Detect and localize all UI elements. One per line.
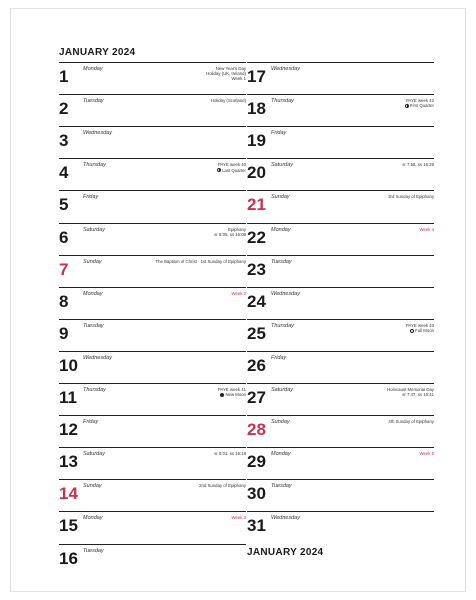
day-note [388, 419, 434, 424]
day-name: Wednesday [271, 290, 300, 297]
day-number: 25 [247, 323, 266, 343]
day-row-20 [247, 158, 434, 190]
note-line: PAYE week 43 [405, 322, 434, 328]
day-name: Saturday [83, 451, 106, 458]
day-name: Tuesday [271, 258, 292, 265]
right-column [247, 62, 434, 562]
moon-phase-label: Full Moon [415, 328, 434, 333]
day-row-19 [247, 126, 434, 158]
day-number: 17 [247, 67, 266, 86]
note-line: 3rd Sunday of Epiphany [388, 194, 434, 200]
day-number: 18 [247, 99, 266, 119]
note-line: PAYE week 41 [217, 387, 246, 392]
left-column [59, 62, 246, 582]
day-row-12 [59, 415, 246, 447]
day-number: 12 [59, 420, 78, 440]
day-row-26 [247, 351, 434, 383]
day-row-1 [59, 62, 246, 94]
day-note [420, 451, 435, 456]
day-name: Friday [83, 194, 99, 201]
day-number: 19 [247, 131, 266, 151]
note-line [405, 103, 434, 108]
day-number: 3 [59, 131, 69, 151]
day-row-4 [59, 158, 246, 190]
moon-phase-label: New Moon [225, 392, 246, 398]
note-line: sr 7:47, ss 16:41 [402, 392, 434, 398]
day-name: Monday [271, 451, 291, 458]
day-note [406, 323, 434, 333]
day-row-30 [247, 479, 434, 511]
note-line: sr 8:01, ss 16:18 [214, 451, 246, 457]
day-row-15 [59, 511, 246, 543]
week-number-label: Week 5 [419, 451, 434, 457]
day-row-6 [59, 223, 246, 255]
day-note [217, 162, 246, 172]
day-name: Thursday [83, 162, 106, 169]
day-note [420, 227, 435, 232]
note-line: 4th Sunday of Epiphany [388, 419, 434, 425]
day-row-24 [247, 287, 434, 319]
holiday-label: Holiday (UK, Ireland) [206, 71, 246, 77]
moon-phase-icon [217, 168, 221, 172]
day-name: Monday [83, 290, 103, 297]
day-number: 30 [247, 484, 266, 504]
day-row-11 [59, 383, 246, 415]
day-row-31 [247, 511, 434, 543]
day-name: Wednesday [83, 354, 112, 361]
week-number-label: Week 2 [231, 290, 246, 296]
day-row-16 [59, 544, 246, 576]
note-line: Epiphany [228, 226, 246, 232]
day-name: Monday [83, 515, 103, 522]
day-number: 2 [59, 99, 69, 119]
day-number: 5 [59, 195, 69, 215]
day-row-5 [59, 190, 246, 222]
day-number: 13 [59, 452, 78, 472]
day-name: Friday [271, 354, 287, 361]
day-number: 26 [247, 355, 266, 375]
day-name: Wednesday [271, 66, 300, 72]
day-note [388, 194, 434, 199]
day-number: 24 [247, 291, 266, 311]
day-row-22 [247, 223, 434, 255]
day-number: 10 [59, 355, 78, 375]
day-name: Tuesday [83, 322, 104, 329]
day-row-21 [247, 190, 434, 222]
day-row-23 [247, 255, 434, 287]
day-note [199, 483, 246, 488]
day-name: Thursday [271, 98, 294, 105]
week-number-label: Week 3 [231, 515, 246, 521]
day-row-3 [59, 126, 246, 158]
day-row-9 [59, 319, 246, 351]
day-number: 27 [247, 388, 266, 407]
day-note [402, 162, 434, 167]
moon-phase-icon [220, 393, 224, 397]
day-number: 1 [59, 67, 69, 86]
day-row-13 [59, 447, 246, 479]
month-header: JANUARY 2024 [59, 47, 136, 58]
day-number: 8 [59, 291, 69, 311]
day-name: Sunday [83, 258, 102, 265]
day-note [232, 515, 247, 520]
day-name: Saturday [271, 387, 294, 393]
day-row-7 [59, 255, 246, 287]
day-name: Friday [271, 130, 287, 137]
day-name: Sunday [271, 194, 290, 201]
day-name: Monday [271, 226, 291, 233]
day-name: Sunday [83, 483, 102, 490]
day-name: Thursday [83, 387, 106, 393]
moon-phase-label: First Quarter [409, 103, 434, 109]
day-row-18 [247, 94, 434, 126]
note-line: 2nd Sunday of Epiphany [199, 483, 246, 489]
day-name: Monday [83, 66, 103, 72]
day-name: Saturday [83, 226, 106, 233]
note-line: Week 1 [231, 76, 246, 82]
note-line: sr 7:55, ss 16:29 [402, 162, 434, 168]
day-name: Wednesday [83, 130, 112, 137]
note-line: PAYE week 40 [217, 162, 246, 168]
day-name: Tuesday [83, 547, 104, 554]
holiday-label: New Year's Day [215, 66, 246, 71]
day-name: Friday [83, 419, 99, 426]
day-note [211, 98, 246, 103]
moon-phase-icon [405, 104, 409, 108]
week-number-label: Week 4 [419, 226, 434, 232]
day-row-28 [247, 415, 434, 447]
day-note [155, 259, 246, 264]
day-row-8 [59, 287, 246, 319]
day-name: Sunday [271, 419, 290, 426]
day-number: 7 [59, 259, 69, 279]
day-note [218, 387, 246, 397]
day-number: 31 [247, 516, 266, 536]
day-number: 20 [247, 163, 266, 183]
day-name: Tuesday [271, 483, 292, 490]
day-row-14 [59, 479, 246, 511]
day-note [232, 291, 247, 296]
month-footer: JANUARY 2024 [247, 547, 324, 558]
note-line [218, 392, 246, 397]
day-number: 6 [59, 227, 69, 247]
moon-phase-icon [410, 329, 414, 333]
note-line: Holocaust Memorial Day [387, 387, 434, 392]
day-note [405, 98, 434, 108]
day-number: 21 [247, 195, 266, 215]
day-number: 22 [247, 227, 266, 247]
day-name: Wednesday [271, 515, 300, 522]
note-line: PAYE week 42 [405, 98, 434, 104]
day-row-25 [247, 319, 434, 351]
day-note [214, 227, 246, 237]
note-line: Holiday (Scotland) [210, 98, 246, 104]
day-row-10 [59, 351, 246, 383]
day-note [214, 451, 246, 456]
day-number: 28 [247, 420, 266, 440]
day-name: Saturday [271, 162, 294, 169]
day-row-29 [247, 447, 434, 479]
day-number: 14 [59, 484, 78, 504]
day-number: 16 [59, 548, 78, 568]
day-row-17 [247, 62, 434, 94]
day-note [206, 66, 246, 82]
diary-page [10, 8, 466, 592]
day-row-2 [59, 94, 246, 126]
day-number: 9 [59, 323, 69, 343]
day-row-27 [247, 383, 434, 415]
day-number: 23 [247, 259, 266, 279]
note-line: sr 8:05, ss 16:08 [214, 231, 246, 237]
day-number: 15 [59, 516, 78, 536]
day-note [387, 387, 434, 397]
day-number: 11 [59, 388, 77, 407]
day-number: 4 [59, 163, 69, 183]
day-name: Tuesday [83, 98, 104, 105]
moon-phase-label: Last Quarter [222, 167, 246, 173]
day-name: Thursday [271, 322, 294, 329]
day-number: 29 [247, 452, 266, 472]
note-line [406, 328, 434, 333]
note-line [217, 168, 246, 173]
note-line: The Baptism of Christ · 1st Sunday of Epiphany [155, 258, 246, 264]
